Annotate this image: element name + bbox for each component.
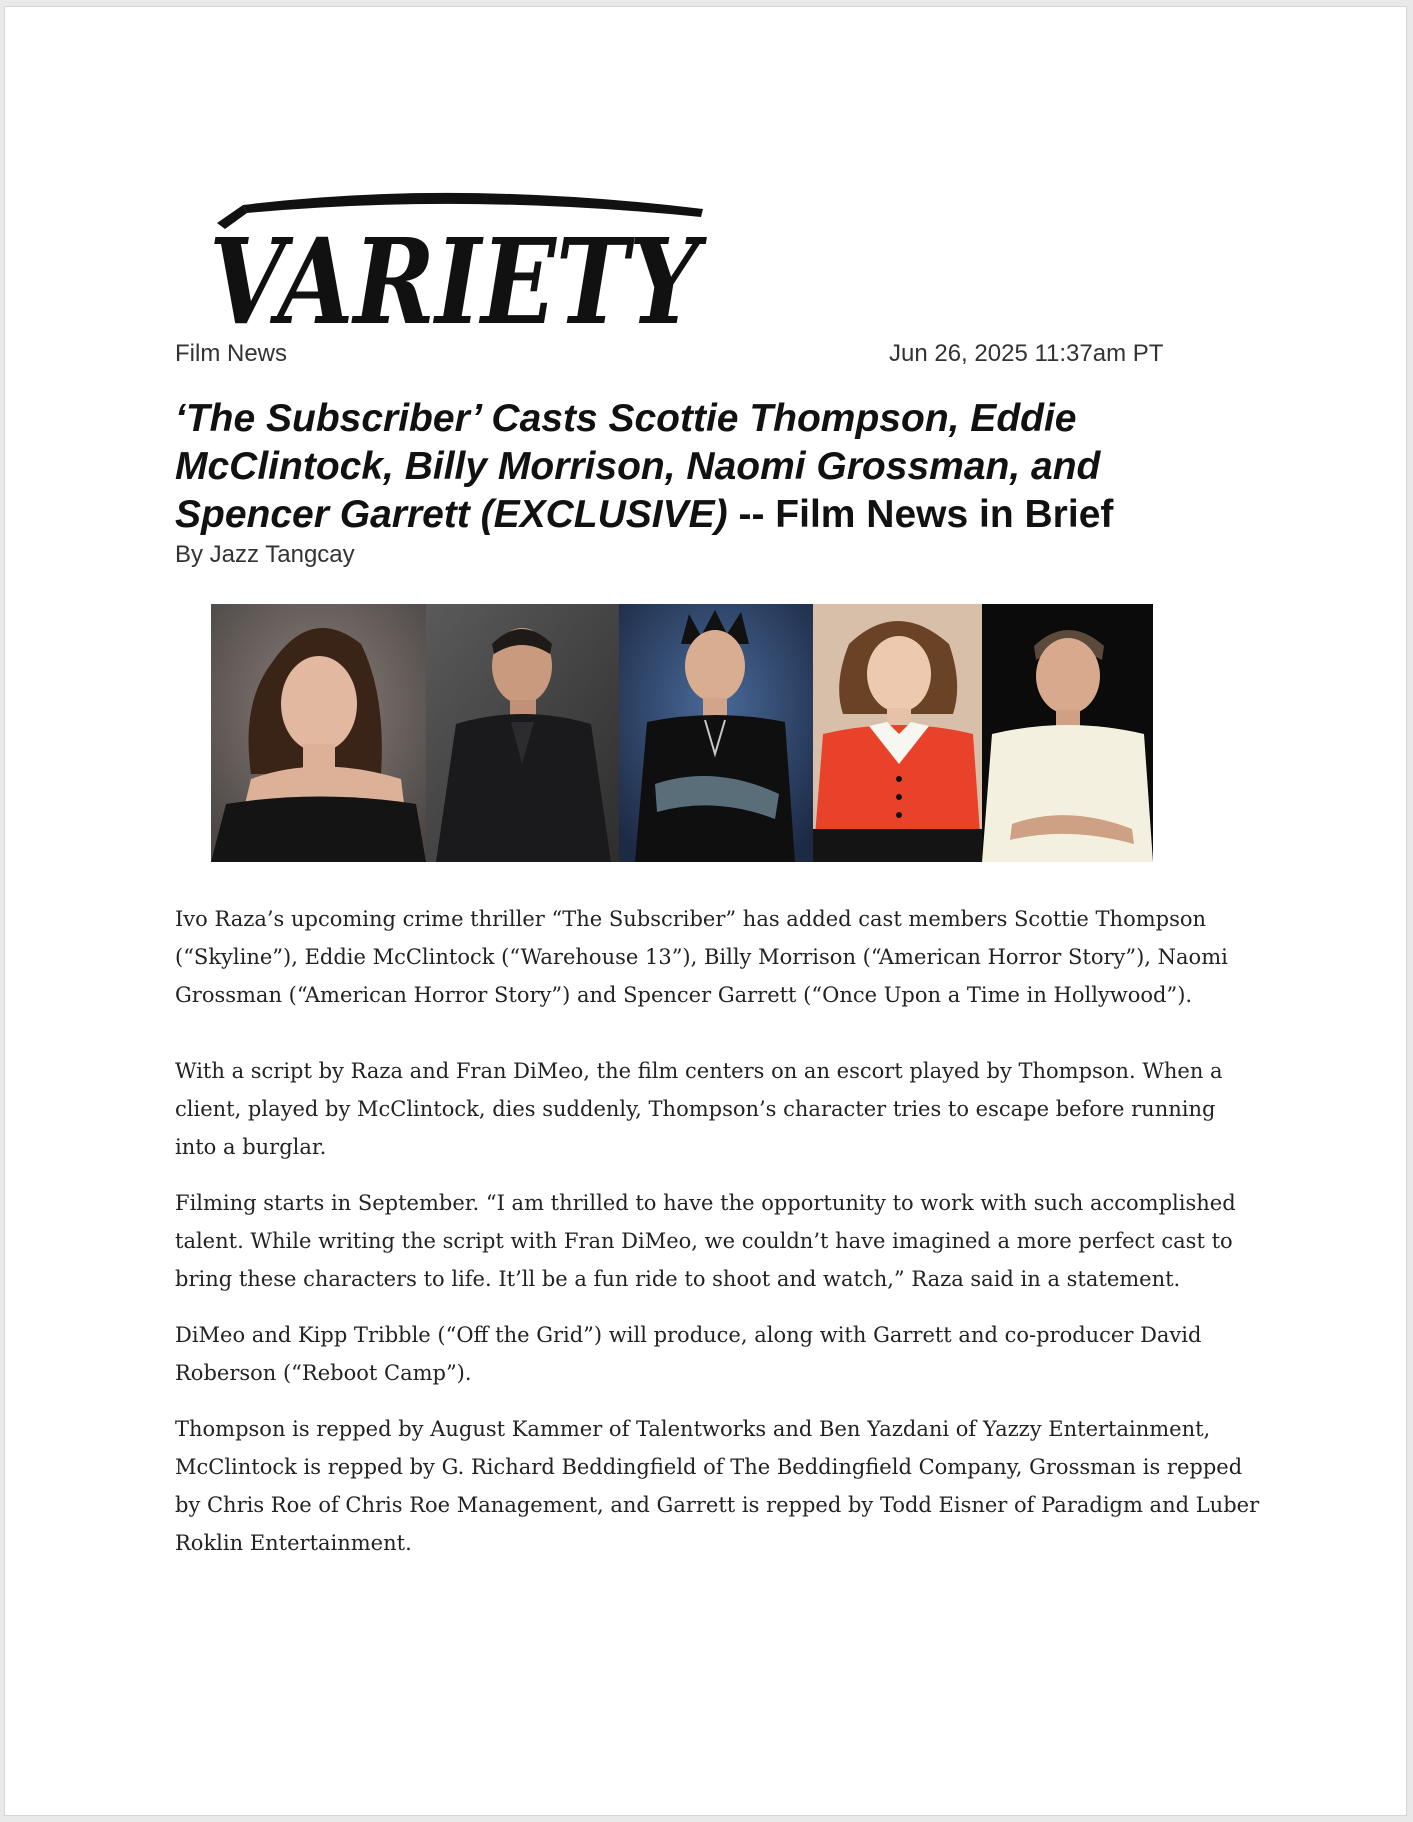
article-body bbox=[175, 900, 1260, 1580]
headline-main: ‘The Subscriber’ Casts Scottie Thompson, Eddie McClintock, Billy Morrison, Naomi Grossman, and Spencer Garrett (EXCLUSIVE) bbox=[175, 397, 1101, 536]
svg-text:VARIETY: VARIETY bbox=[209, 212, 708, 351]
article-paragraph: With a script by Raza and Fran DiMeo, the film centers on an escort played by Thompson. When a client, played by McClintock, dies suddenly, Thompson’s character tries to escape before running into a burglar. bbox=[175, 1059, 1223, 1159]
article-paragraph: DiMeo and Kipp Tribble (“Off the Grid”) will produce, along with Garrett and co-producer David Roberson (“Reboot Camp”). bbox=[175, 1323, 1202, 1385]
publish-date: Jun 26, 2025 11:37am PT bbox=[889, 340, 1164, 367]
cast-photo-strip bbox=[211, 604, 1153, 862]
article-paragraph: Thompson is repped by August Kammer of Talentworks and Ben Yazdani of Yazzy Entertainment, McClintock is repped by G. Richard Beddingfield of The Beddingfield Company, Grossman is repped by Chris Roe of Chris Roe Management, and Garrett is repped by Todd Eisner of Paradigm and Luber Roklin Entertainment. bbox=[175, 1417, 1260, 1555]
category-label: Film News bbox=[175, 340, 287, 367]
headshot-woman-red-top bbox=[813, 604, 982, 862]
headshot-woman-dark-hair bbox=[211, 604, 426, 862]
variety-logo bbox=[203, 183, 708, 351]
headline-suffix: -- Film News in Brief bbox=[727, 493, 1114, 536]
headshot-man-white-shirt bbox=[982, 604, 1153, 862]
headshot-man-tattooed bbox=[619, 604, 813, 862]
headshot-man-dark-coat bbox=[426, 604, 619, 862]
document-page bbox=[4, 6, 1407, 1816]
article-paragraph: Ivo Raza’s upcoming crime thriller “The Subscriber” has added cast members Scottie Thompson (“Skyline”), Eddie McClintock (“Warehouse 13”), Billy Morrison (“American Horror Story”), Naomi Grossman (“American Horror Story”) and Spencer Garrett (“Once Upon a Time in Hollywood”). bbox=[175, 907, 1228, 1007]
headline bbox=[175, 395, 1255, 539]
byline: By Jazz Tangcay bbox=[175, 541, 355, 568]
article-paragraph: Filming starts in September. “I am thrilled to have the opportunity to work with such accomplished talent. While writing the script with Fran DiMeo, we couldn’t have imagined a more perfect cast to bring these characters to life. It’ll be a fun ride to shoot and watch,” Raza said in a statement. bbox=[175, 1191, 1236, 1291]
